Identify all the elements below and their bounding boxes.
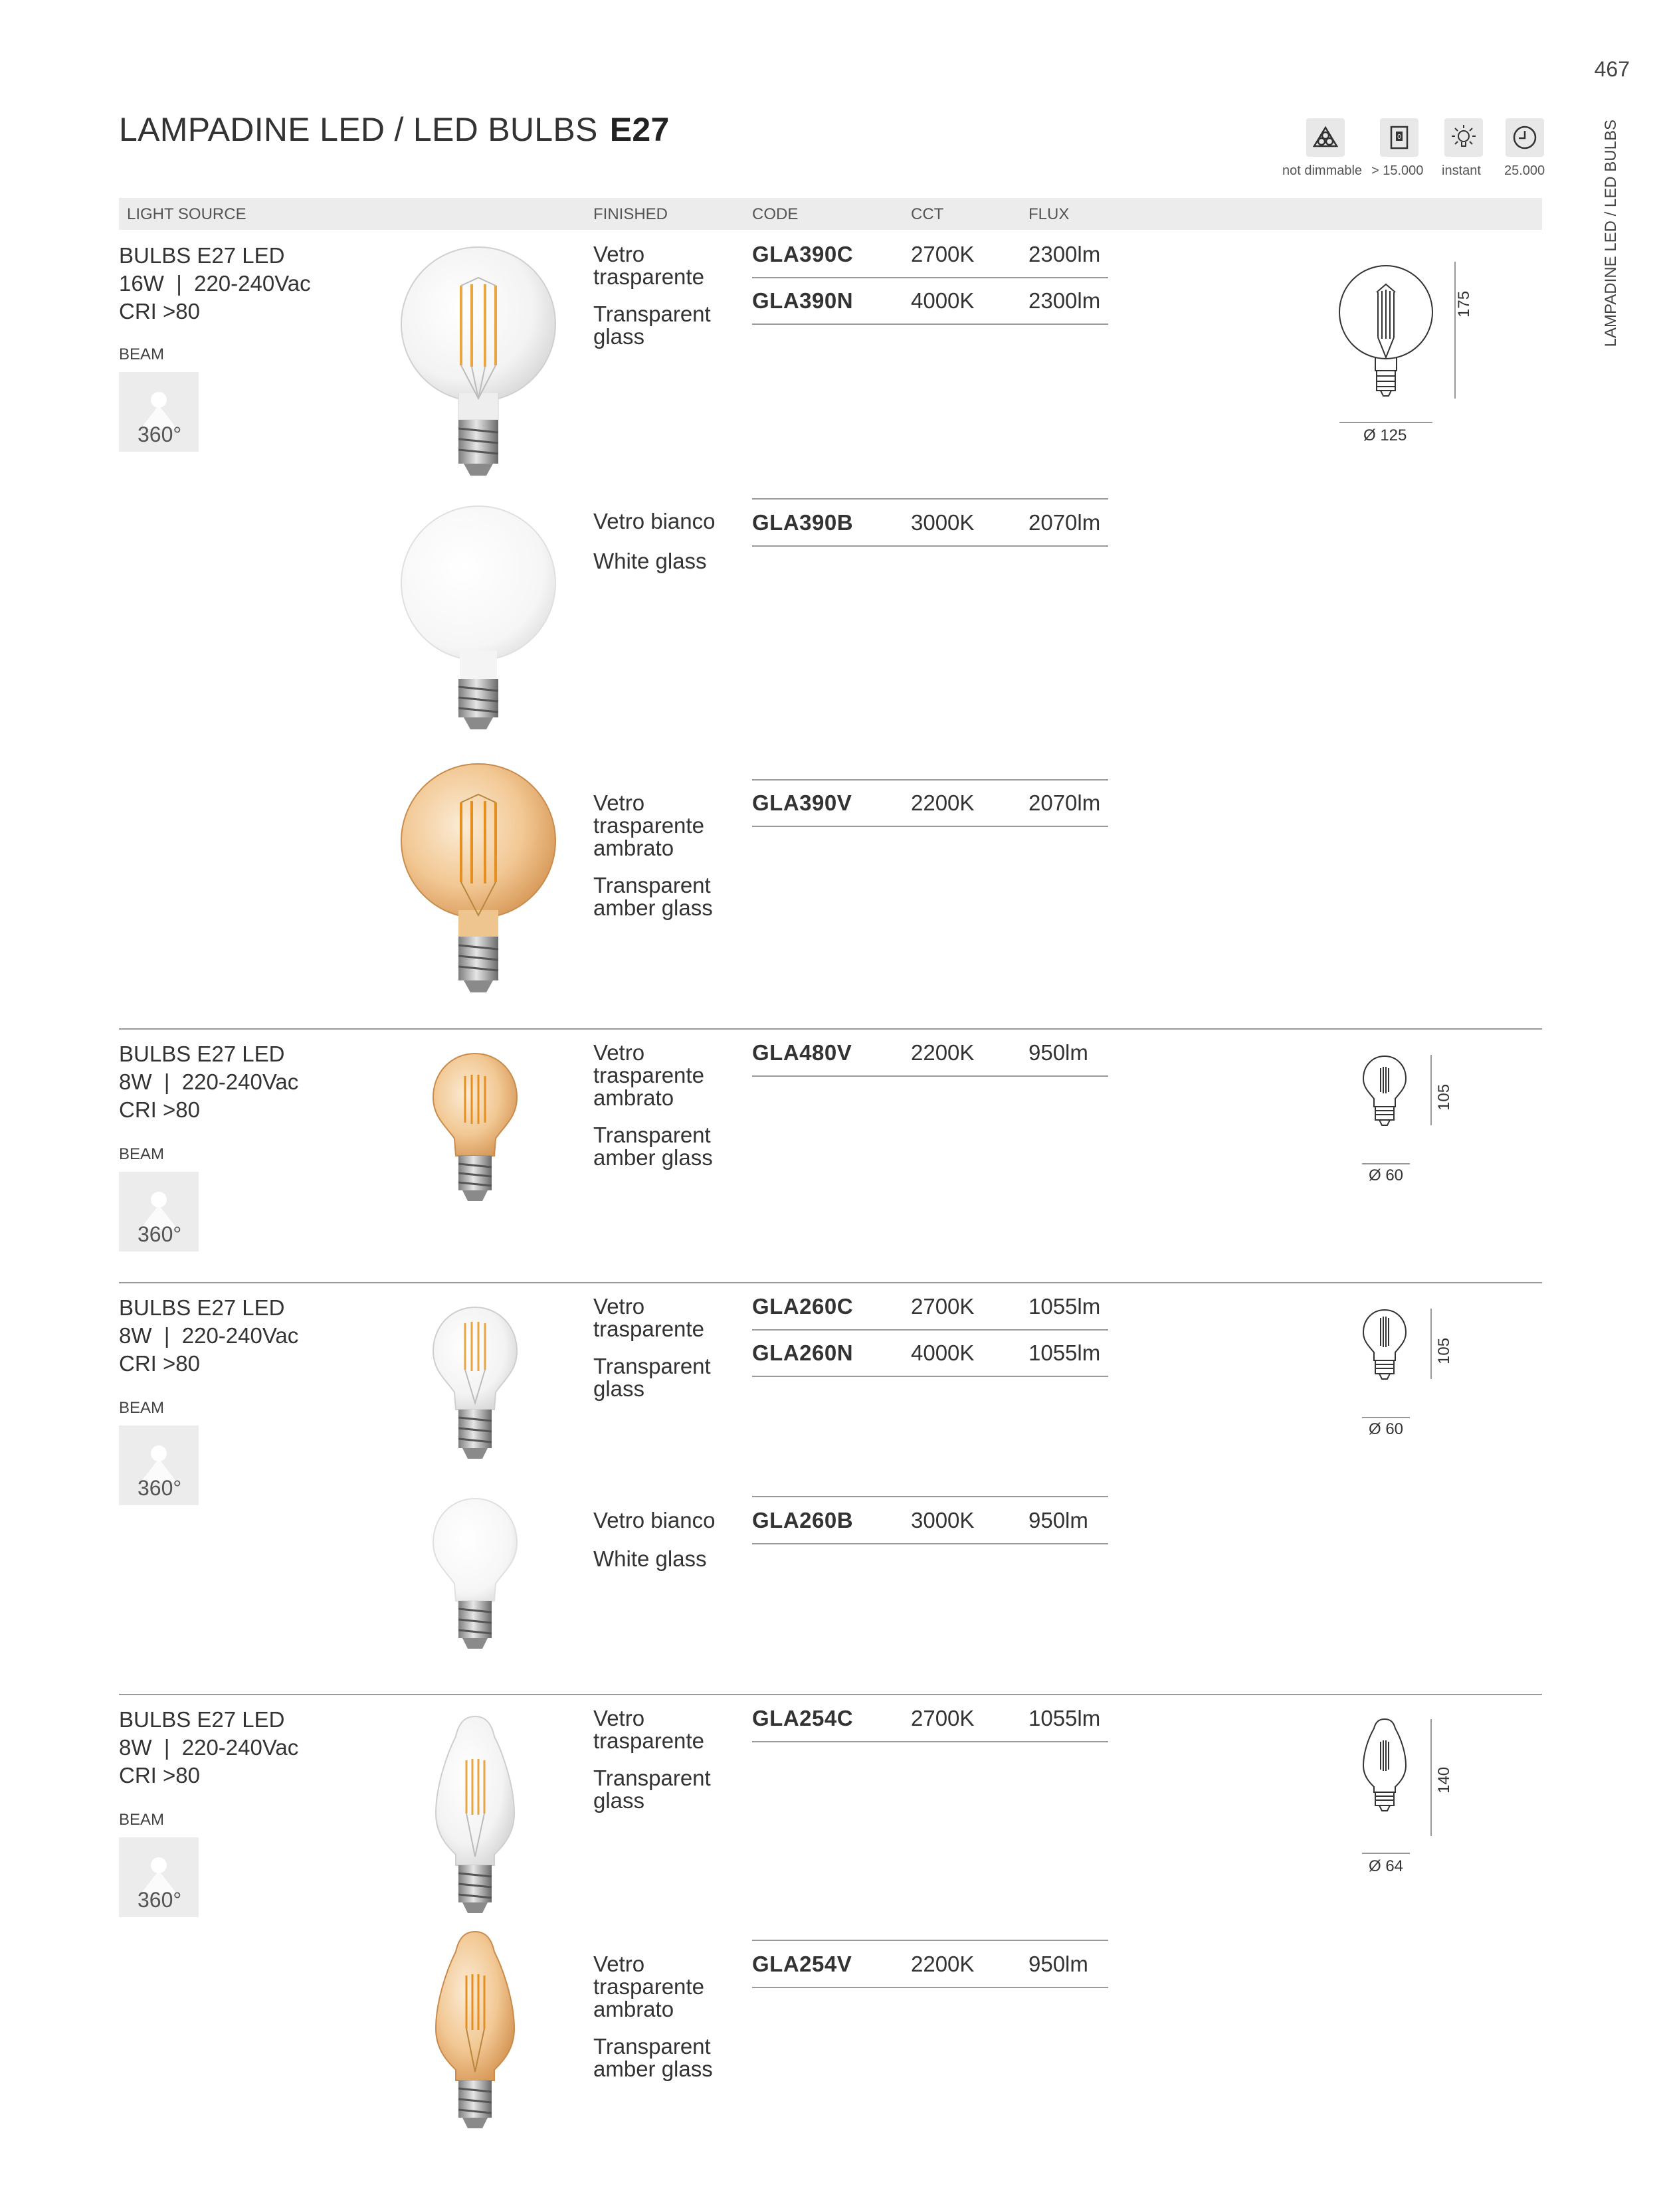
flux-GLA254C: 1055lm	[1028, 1706, 1101, 1730]
source-g2-line1: BULBS E27 LED	[119, 1042, 285, 1066]
beam-label-g1: BEAM	[119, 345, 165, 363]
bulb-st64-clear-image	[425, 1714, 525, 1920]
svg-text:0: 0	[1397, 134, 1401, 141]
page-title	[119, 110, 670, 149]
cct-GLA260B: 3000K	[911, 1508, 975, 1532]
cct-GLA480V: 2200K	[911, 1040, 975, 1065]
finish-en-g1v1: Transparent glass	[593, 302, 711, 349]
bulb-g125-white-image	[392, 505, 565, 737]
beam-angle-icon-g4: 360°	[119, 1837, 199, 1917]
group-separator	[119, 1028, 1542, 1030]
code-GLA260N: GLA260N	[752, 1340, 854, 1365]
variant-divider	[752, 1940, 1108, 1941]
header-cct: CCT	[911, 205, 944, 223]
finish-en-g1v2: White glass	[593, 549, 707, 573]
source-g4-line1: BULBS E27 LED	[119, 1707, 285, 1732]
beam-label-g2: BEAM	[119, 1145, 165, 1163]
code-GLA390B: GLA390B	[752, 510, 854, 535]
flux-GLA254V: 950lm	[1028, 1952, 1088, 1976]
dimension-height-g1: 175	[1455, 290, 1473, 318]
dimension-drawing-a60-g3	[1355, 1306, 1468, 1426]
source-g3-line2: 8W | 220-240Vac	[119, 1323, 299, 1348]
not-dimmable-caption: not dimmable	[1282, 163, 1363, 178]
flux-GLA260B: 950lm	[1028, 1508, 1088, 1532]
finish-en-g4v2: Transparent amber glass	[593, 2034, 713, 2081]
bulb-st64-amber-image	[425, 1929, 525, 2135]
dimension-diameter-g3: Ø 60	[1369, 1420, 1404, 1438]
source-g2-line3: CRI >80	[119, 1097, 200, 1122]
flux-GLA480V: 950lm	[1028, 1040, 1088, 1065]
cct-GLA390V: 2200K	[911, 790, 975, 815]
bulb-a60-amber-image	[425, 1050, 525, 1209]
code-GLA390V: GLA390V	[752, 790, 852, 815]
beam-angle-icon-g3: 360°	[119, 1426, 199, 1505]
dimension-height-g2: 105	[1435, 1083, 1453, 1111]
finish-en-g3v2: White glass	[593, 1546, 707, 1571]
bulb-g125-clear-image	[392, 246, 565, 485]
source-g1-line3: CRI >80	[119, 299, 200, 323]
source-g3-line1: BULBS E27 LED	[119, 1295, 285, 1320]
title-bold: E27	[609, 111, 670, 148]
row-divider	[752, 277, 1108, 278]
bulb-a60-clear-image	[425, 1303, 525, 1476]
finish-it-g3v2: Vetro bianco	[593, 1508, 716, 1532]
switching-cycles-icon	[1380, 118, 1418, 157]
variant-divider	[752, 779, 1108, 781]
code-GLA480V: GLA480V	[752, 1040, 852, 1065]
cct-GLA260C: 2700K	[911, 1294, 975, 1319]
page-number: 467	[1594, 57, 1630, 81]
code-GLA390C: GLA390C	[752, 242, 854, 266]
variant-divider	[752, 1496, 1108, 1497]
source-g3-line3: CRI >80	[119, 1351, 200, 1376]
flux-GLA390B: 2070lm	[1028, 510, 1101, 535]
not-dimmable-icon	[1306, 118, 1345, 157]
header-light-source: LIGHT SOURCE	[127, 205, 246, 223]
group-separator	[119, 1694, 1542, 1695]
finish-it-g1v1: Vetro trasparente	[593, 242, 704, 289]
cct-GLA390N: 4000K	[911, 288, 975, 313]
header-flux: FLUX	[1028, 205, 1070, 223]
dimension-height-g4: 140	[1435, 1766, 1453, 1794]
dimension-diameter-g2: Ø 60	[1369, 1166, 1404, 1184]
header-code: CODE	[752, 205, 799, 223]
dimension-drawing-a60-g2	[1355, 1052, 1468, 1172]
lifetime-clock-icon	[1506, 118, 1544, 157]
variant-divider	[752, 498, 1108, 500]
dimension-diameter-g4: Ø 64	[1369, 1857, 1404, 1875]
bulb-g125-amber-image	[392, 763, 565, 1002]
bulb-a60-white-image	[425, 1495, 525, 1667]
flux-GLA260C: 1055lm	[1028, 1294, 1101, 1319]
flux-GLA390N: 2300lm	[1028, 288, 1101, 313]
finish-en-g1v3: Transparent amber glass	[593, 873, 713, 920]
cct-GLA390B: 3000K	[911, 510, 975, 535]
row-divider	[752, 1741, 1108, 1742]
source-g1-line2: 16W | 220-240Vac	[119, 271, 311, 296]
code-GLA260C: GLA260C	[752, 1294, 854, 1319]
code-GLA254C: GLA254C	[752, 1706, 854, 1730]
cct-GLA254V: 2200K	[911, 1952, 975, 1976]
switching-cycles-caption: > 15.000	[1371, 163, 1424, 178]
code-GLA390N: GLA390N	[752, 288, 854, 313]
table-header	[119, 198, 1542, 230]
instant-on-icon	[1444, 118, 1483, 157]
source-g4-line2: 8W | 220-240Vac	[119, 1735, 299, 1760]
row-divider	[752, 826, 1108, 827]
dimension-height-g3: 105	[1435, 1337, 1453, 1364]
side-label: LAMPADINE LED / LED BULBS	[1602, 120, 1620, 347]
flux-GLA260N: 1055lm	[1028, 1340, 1101, 1365]
row-divider	[752, 1543, 1108, 1544]
finish-en-g2v1: Transparent amber glass	[593, 1123, 713, 1170]
finish-it-g3v1: Vetro trasparente	[593, 1294, 704, 1341]
header-finished: FINISHED	[593, 205, 668, 223]
finish-it-g1v2: Vetro bianco	[593, 509, 716, 533]
row-divider	[752, 323, 1108, 325]
group-separator	[119, 1282, 1542, 1283]
instant-on-caption: instant	[1442, 163, 1481, 178]
finish-it-g2v1: Vetro trasparente ambrato	[593, 1040, 704, 1110]
beam-label-g3: BEAM	[119, 1399, 165, 1417]
finish-it-g4v1: Vetro trasparente	[593, 1706, 704, 1753]
code-GLA260B: GLA260B	[752, 1508, 854, 1532]
row-divider	[752, 545, 1108, 547]
beam-angle-icon-g1: 360°	[119, 372, 199, 452]
row-divider	[752, 1376, 1108, 1377]
finish-en-g3v1: Transparent glass	[593, 1354, 711, 1401]
title-main: LAMPADINE LED / LED BULBS	[119, 111, 598, 148]
beam-angle-icon-g2: 360°	[119, 1172, 199, 1251]
flux-GLA390V: 2070lm	[1028, 790, 1101, 815]
source-g2-line2: 8W | 220-240Vac	[119, 1069, 299, 1094]
finish-en-g4v1: Transparent glass	[593, 1766, 711, 1813]
dimension-diameter-g1: Ø 125	[1363, 426, 1407, 444]
finish-it-g4v2: Vetro trasparente ambrato	[593, 1952, 704, 2021]
row-divider	[752, 1987, 1108, 1988]
lifetime-caption: 25.000	[1504, 163, 1545, 178]
row-divider	[752, 1329, 1108, 1331]
dimension-drawing-g125	[1329, 258, 1482, 430]
beam-label-g4: BEAM	[119, 1811, 165, 1829]
source-g4-line3: CRI >80	[119, 1763, 200, 1788]
cct-GLA390C: 2700K	[911, 242, 975, 266]
cct-GLA254C: 2700K	[911, 1706, 975, 1730]
code-GLA254V: GLA254V	[752, 1952, 852, 1976]
cct-GLA260N: 4000K	[911, 1340, 975, 1365]
flux-GLA390C: 2300lm	[1028, 242, 1101, 266]
source-g1-line1: BULBS E27 LED	[119, 243, 285, 268]
finish-it-g1v3: Vetro trasparente ambrato	[593, 790, 704, 860]
row-divider	[752, 1075, 1108, 1077]
